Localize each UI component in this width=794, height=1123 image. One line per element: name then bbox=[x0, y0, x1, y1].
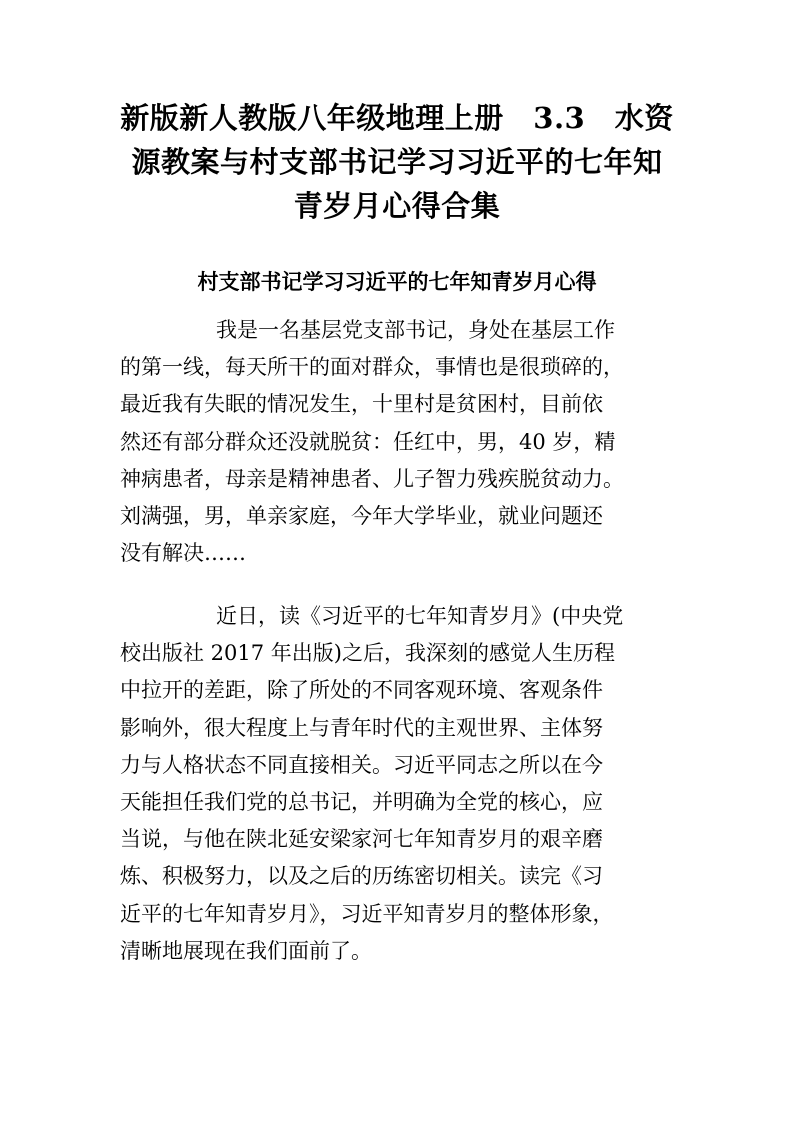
paragraph-line: 我是一名基层党支部书记，身处在基层工作 bbox=[216, 318, 615, 342]
paragraph-line: 最近我有失眠的情况发生，十里村是贫困村，目前依 bbox=[120, 392, 603, 417]
paragraph-line: 天能担任我们党的总书记，并明确为全党的核心，应 bbox=[120, 790, 603, 815]
paragraph-line: 没有解决…… bbox=[120, 541, 246, 566]
document-title bbox=[100, 96, 694, 228]
paragraph-line: 的第一线，每天所干的面对群众，事情也是很琐碎的， bbox=[120, 355, 624, 380]
paragraph-line: 炼、积极努力，以及之后的历练密切相关。读完《习 bbox=[120, 864, 603, 889]
paragraph-line: 校出版社 2017 年出版)之后，我深刻的感觉人生历程 bbox=[120, 641, 615, 666]
paragraph-line: 力与人格状态不同直接相关。习近平同志之所以在今 bbox=[120, 752, 603, 777]
paragraph-line: 中拉开的差距，除了所处的不同客观环境、客观条件 bbox=[120, 678, 603, 703]
paragraph-line: 神病患者，母亲是精神患者、儿子智力残疾脱贫动力。 bbox=[120, 466, 624, 491]
paragraph-line: 近平的七年知青岁月》，习近平知青岁月的整体形象， bbox=[120, 901, 614, 926]
paragraph-line: 近日，读《习近平的七年知青岁月》(中央党 bbox=[216, 604, 624, 628]
paragraph-line: 清晰地展现在我们面前了。 bbox=[120, 938, 372, 963]
paragraph-1 bbox=[120, 312, 680, 572]
paragraph-line: 影响外，很大程度上与青年时代的主观世界、主体努 bbox=[120, 715, 603, 740]
paragraph-line: 当说，与他在陕北延安梁家河七年知青岁月的艰辛磨 bbox=[120, 827, 603, 852]
title-line-1: 新版新人教版八年级地理上册 3.3 水资 bbox=[120, 101, 674, 135]
paragraph-line: 然还有部分群众还没就脱贫：任红中，男，40 岁，精 bbox=[120, 429, 616, 454]
title-line-2: 源教案与村支部书记学习习近平的七年知 bbox=[131, 145, 663, 179]
title-line-3: 青岁月心得合集 bbox=[293, 189, 501, 223]
paragraph-line: 刘满强，男，单亲家庭，今年大学毕业，就业问题还 bbox=[120, 504, 603, 529]
paragraph-2 bbox=[120, 598, 680, 970]
section-heading: 村支部书记学习习近平的七年知青岁月心得 bbox=[197, 269, 597, 294]
